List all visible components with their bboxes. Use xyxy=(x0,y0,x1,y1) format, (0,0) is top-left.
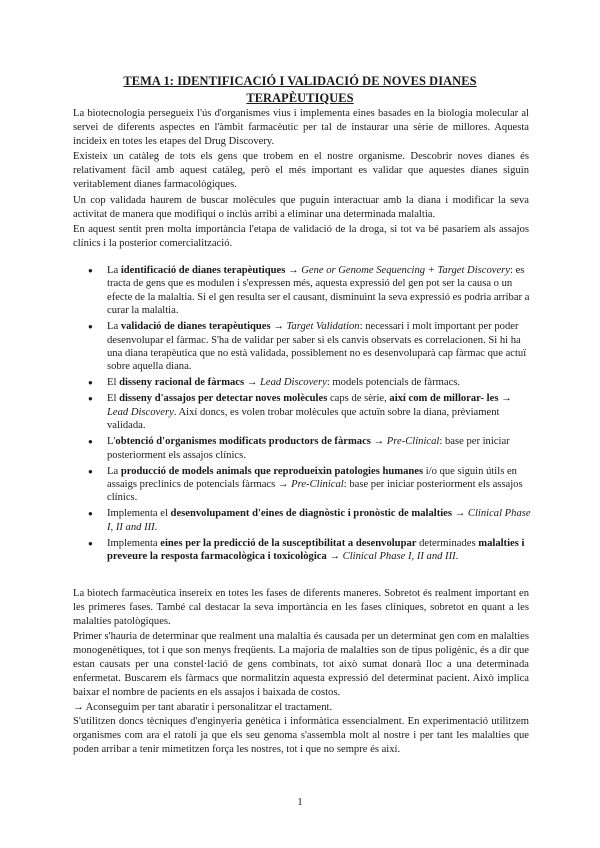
bullet-item: ● El disseny racional de fàrmacs → Lead Discovery: models potencials de fàrmacs. xyxy=(88,376,533,389)
closing-paragraph-3: → Aconseguim per tant abaratir i personalitzar el tractament. xyxy=(73,702,333,713)
document-title: TEMA 1: IDENTIFICACIÓ I VALIDACIÓ DE NOVES DIANES TERAPÈUTIQUES xyxy=(123,74,477,105)
intro-paragraph-2: Existeix un catàleg de tots els gens que trobem en el nostre organisme. Descobrir noves dianes és relativament fàcil amb aquest catàleg, però el més important es validar que aquestes dianes siguin veritablement dianes farmacològiques. xyxy=(73,151,529,191)
bullet-item: ● L'obtenció d'organismes modificats productors de fàrmacs → Pre-Clinical: base per iniciar posteriorment els assajos clínics. xyxy=(88,435,533,462)
bullet-item: ● La validació de dianes terapèutiques → Target Validation: necessari i molt important per poder desenvolupar el fàrmac. S'ha de validar per saber si els canvis observats es correlacionen. Si hi ha una diana terapèutica que no està validada, possiblement no es desenvoluparà cap fàrmac que actuï sobre aquella diana. xyxy=(88,320,533,374)
bullet-item: ● Implementa el desenvolupament d'eines de diagnòstic i pronòstic de malalties → Clinical Phase I, II and III. xyxy=(88,507,533,534)
intro-paragraph-1: La biotecnologia persegueix l'ús d'organismes vius i implementa eines basades en la biologia molecular al servei de diferents aspectes en l'àmbit farmacèutic per tal de instaurar una sèrie de millores. Aquesta incideix en totes les etapes del Drug Discovery. xyxy=(73,108,529,148)
closing-paragraph-2: Primer s'hauria de determinar que realment una malaltia és causada per un determinat gen com en malalties monogenètiques, tot i que son menys freqüents. La majoria de malalties son de tipus poligènic, és a dir que estan causats per una constel·lació de gens combinats, tot això sumat donarà lloc a una determinada enfermetat. Buscarem els fàrmacs que normalitzin aquesta expressió del determinat pacient. Això implica baixar el nombre de pacients en els assajos i baixada de costos. xyxy=(73,631,529,699)
closing-paragraph-1: La biotech farmacèutica insereix en totes les fases de diferents maneres. Sobretot és realment important en les primeres fases. També cal destacar la seva importància en les fases clíniques, sobretot en quant a les malalties patològiques. xyxy=(73,588,529,628)
bullet-item: ● La identificació de dianes terapèutiques → Gene or Genome Sequencing + Target Discovery: es tracta de gens que es modulen i s'expressen més, aquesta expressió del gen pot ser la causa o un efecte de la malaltia. Si el gen resulta ser el causant, disminuint la seva expressió es podria arribar a curar la malaltia. xyxy=(88,264,533,318)
closing-paragraph-4: S'utilitzen doncs tècniques d'enginyeria genètica i informàtica essencialment. En experimentació utilitzem organismes com ara el ratolí ja que els seu genoma s'assembla molt al nostre i per tant les malalties que poden arribar a tenir mimetitzen força les nostres, tot i que no sempre és així. xyxy=(73,716,529,756)
bullet-item: ● Implementa eines per la predicció de la susceptibilitat a desenvolupar determinades malalties i preveure la resposta farmacològica i toxicològica → Clinical Phase I, II and III. xyxy=(88,537,533,564)
intro-paragraph-4: En aquest sentit pren molta importància l'etapa de validació de la droga, si tot va bé pasariem als assajos clínics i la posterior comercialització. xyxy=(73,224,529,250)
bullet-item: ● El disseny d'assajos per detectar noves molècules caps de sèrie, així com de millorar- les → Lead Discovery. Així doncs, es volen trobar molècules que actuïn sobre la diana, prèviament validada. xyxy=(88,392,533,432)
page-number: 1 xyxy=(297,796,303,808)
bullet-list xyxy=(88,264,533,566)
bullet-item: ● La producció de models animals que reprodueixin patologies humanes i/o que siguin útils en assaigs preclínics de potencials fàrmacs → Pre-Clinical: base per iniciar posteriorment els assajos clínics. xyxy=(88,465,533,505)
intro-paragraph-3: Un cop validada haurem de buscar molècules que puguin interactuar amb la diana i modificar la seva activitat de manera que modifiqui o inclús arribi a eliminar una determinada malaltia. xyxy=(73,195,529,221)
